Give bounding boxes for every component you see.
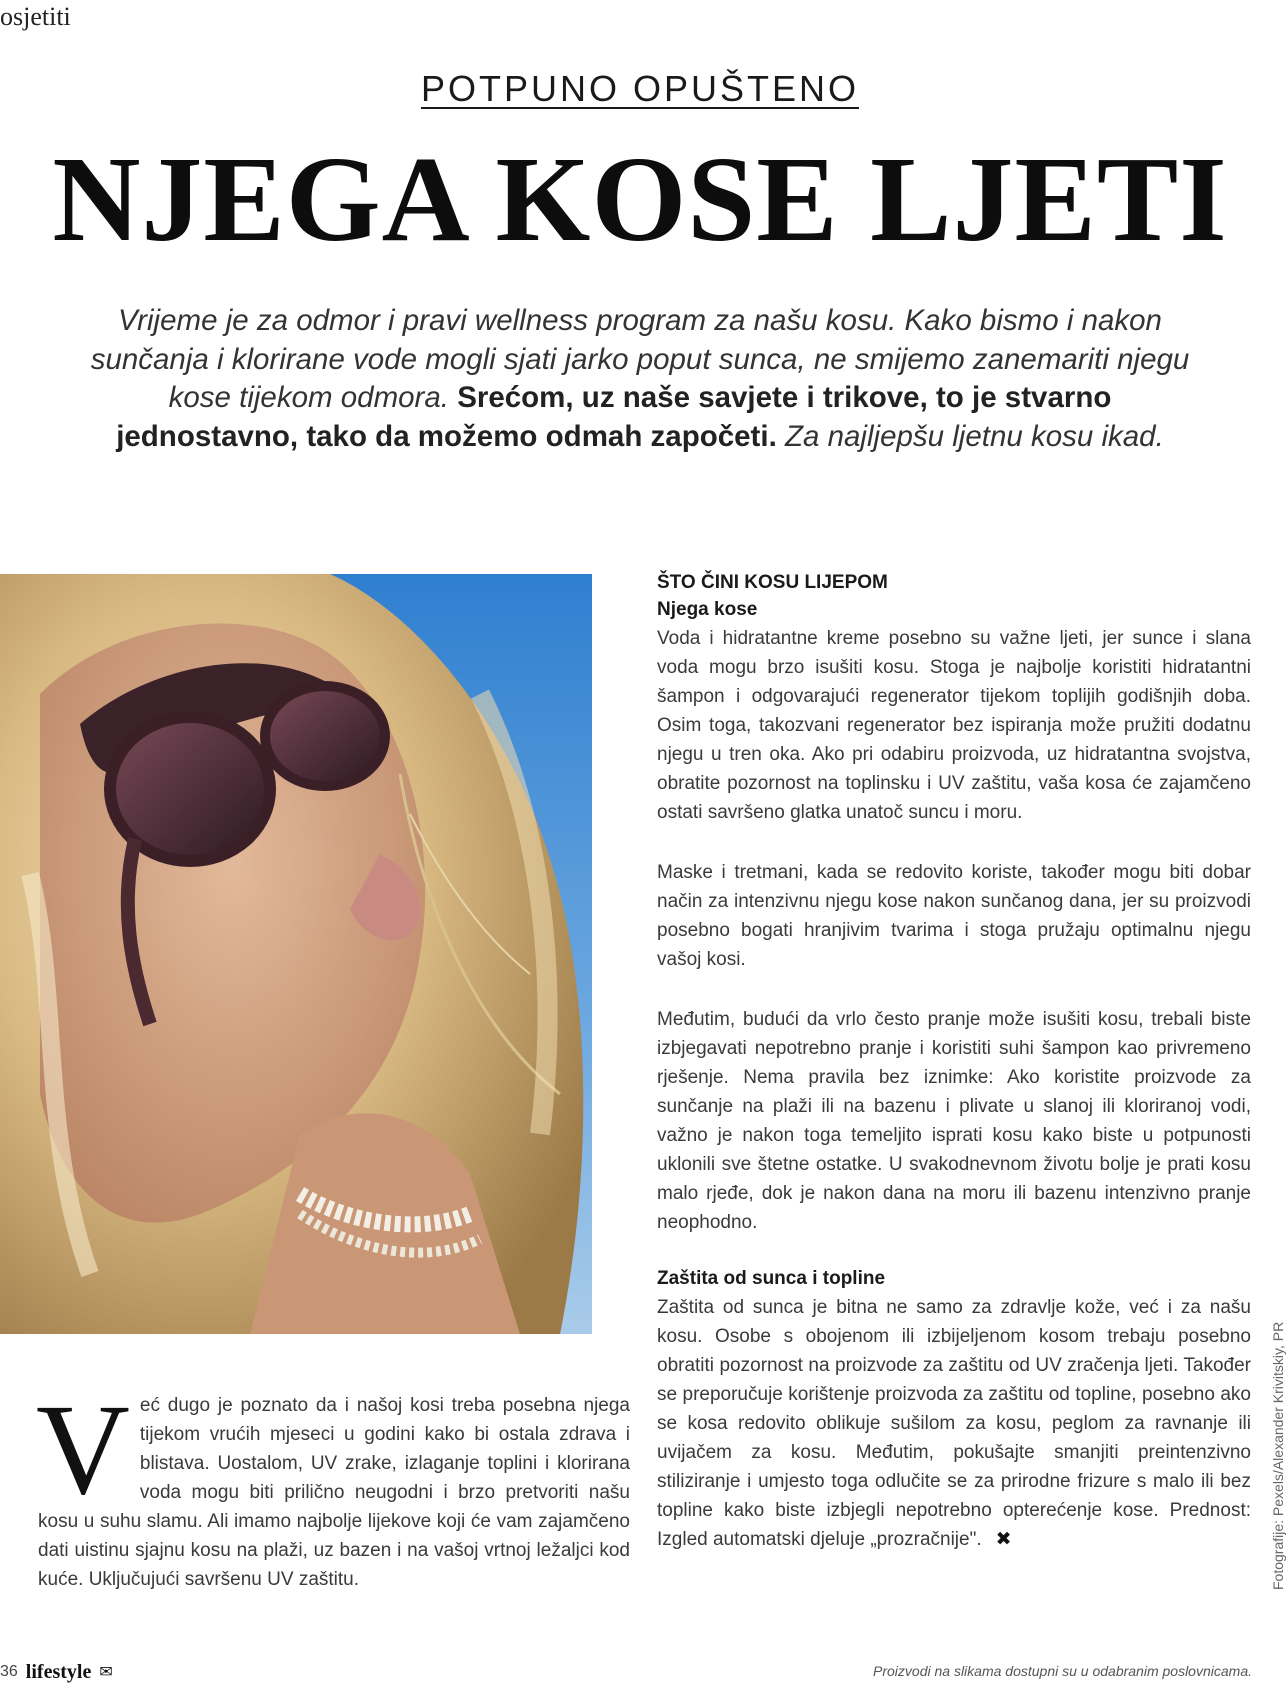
intro-paragraph <box>36 1378 630 1594</box>
end-mark-icon: ✖ <box>995 1529 1012 1550</box>
paragraph-2: Maske i tretmani, kada se redovito koriste, također mogu biti dobar način za intenzivnu njegu kose nakon sunčanog dana, jer su proizvodi posebno bogati hranjivim tvarima i stoga pružaju optimalnu njegu vašoj kosi. <box>657 862 1251 970</box>
drop-cap: V <box>36 1378 130 1522</box>
article-heading: ŠTO ČINI KOSU LIJEPOM <box>657 572 888 593</box>
subheading-hair-care: Njega kose <box>657 599 758 620</box>
paragraph-1: Voda i hidratantne kreme posebno su važne ljeti, jer sunce i slana voda mogu brzo isušiti kosu. Stoga je najbolje koristiti hidratantni šampon i odgovarajući regenerator tijekom toplijih godišnjih doba. Osim toga, takozvani regenerator bez ispiranja može pružiti dodatnu njegu u tren oka. Ako pri odabiru proizvoda, uz hidratantna svojstva, obratite pozornost na toplinsku i UV zaštitu, vaša kosa će zajamčeno ostati savršeno glatka unatoč suncu i moru. <box>657 628 1251 823</box>
envelope-icon: ✉ <box>99 1664 113 1681</box>
paragraph-4-text: Zaštita od sunca je bitna ne samo za zdravlje kože, već i za našu kosu. Osobe s obojenom ili izbijeljenom kosom trebaju posebno obratiti pozornost na proizvode za zaštitu od UV zračenja ljeti. Također se preporučuje korištenje proizvoda za zaštitu od topline, posebno ako se kosa redovito oblikuje sušilom za kosu, peglom za ravnanje ili uvijačem za kosu. Međutim, pokušajte smanjiti preintenzivno stiliziranje i umjesto toga odlučite se za prirodne frizure s malo ili bez topline kako biste izbjegli nepotrebno opterećenje kose. Prednost: Izgled automatski djeluje „prozračnije". <box>657 1297 1251 1550</box>
paragraph-3: Međutim, budući da vrlo često pranje može isušiti kosu, trebali biste izbjegavati nepotrebno pranje i koristiti suhi šampon kao privremeno rješenje. Nema pravila bez iznimke: Ako koristite proizvode za sunčanje na plaži ili na bazenu i plivate u slanoj ili kloriranoj vodi, važno je nakon toga temeljito isprati kosu kako biste u potpunosti uklonili sve štetne ostatke. U svakodnevnom životu bolje je prati kosu malo rjeđe, dok je nakon dana na moru ili bazenu intenzivno pranje neophodno. <box>657 1009 1251 1233</box>
woman-sunglasses-photo <box>0 574 592 1334</box>
kicker <box>0 68 1280 110</box>
article-column <box>657 570 1251 1585</box>
lead-paragraph <box>90 302 1190 456</box>
footer-left <box>0 1660 113 1684</box>
magazine-name: lifestyle <box>25 1660 92 1683</box>
photo-credit: Fotografije: Pexels/Alexander Krivitskiy, PR <box>1270 1321 1286 1590</box>
lead-part-2: Za najljepšu ljetnu kosu ikad. <box>784 419 1164 453</box>
subheading-sun-protection: Zaštita od sunca i topline <box>657 1268 886 1289</box>
section-tag: osjetiti <box>0 2 71 31</box>
kicker-text: POTPUNO OPUŠTENO <box>420 68 860 109</box>
lead-part-1: Vrijeme je za odmor i pravi wellness program za našu kosu. Kako bismo i nakon sunčanja i klorirane vode mogli sjati jarko poput sunca, ne smijemo zanemariti njegu kose tijekom odmora. <box>90 304 1190 414</box>
intro-text: eć dugo je poznato da i našoj kosi treba posebna njega tijekom vrućih mjeseci u godini kako bi ostala zdrava i blistava. Uostalom, UV zrake, izlaganje toplini i klorirana voda mogu biti prilično neugodni i brzo pretvoriti našu kosu u suhu slamu. Ali imamo najbolje lijekove koji će vam zajamčeno dati uistinu sjajnu kosu na plaži, uz bazen i na vašoj vrtnoj ležaljci kod kuće. Uključujući savršenu UV zaštitu. <box>38 1395 630 1590</box>
footer-note: Proizvodi na slikama dostupni su u odabranim poslovnicama. <box>873 1663 1252 1679</box>
lead-bold: Srećom, uz naše savjete i trikove, to je stvarno jednostavno, tako da možemo odmah započeti. <box>116 381 1112 453</box>
page-title: NJEGA KOSE LJETI <box>52 132 1228 267</box>
page-number: 36 <box>0 1663 18 1680</box>
paragraph-4 <box>657 1293 1251 1554</box>
